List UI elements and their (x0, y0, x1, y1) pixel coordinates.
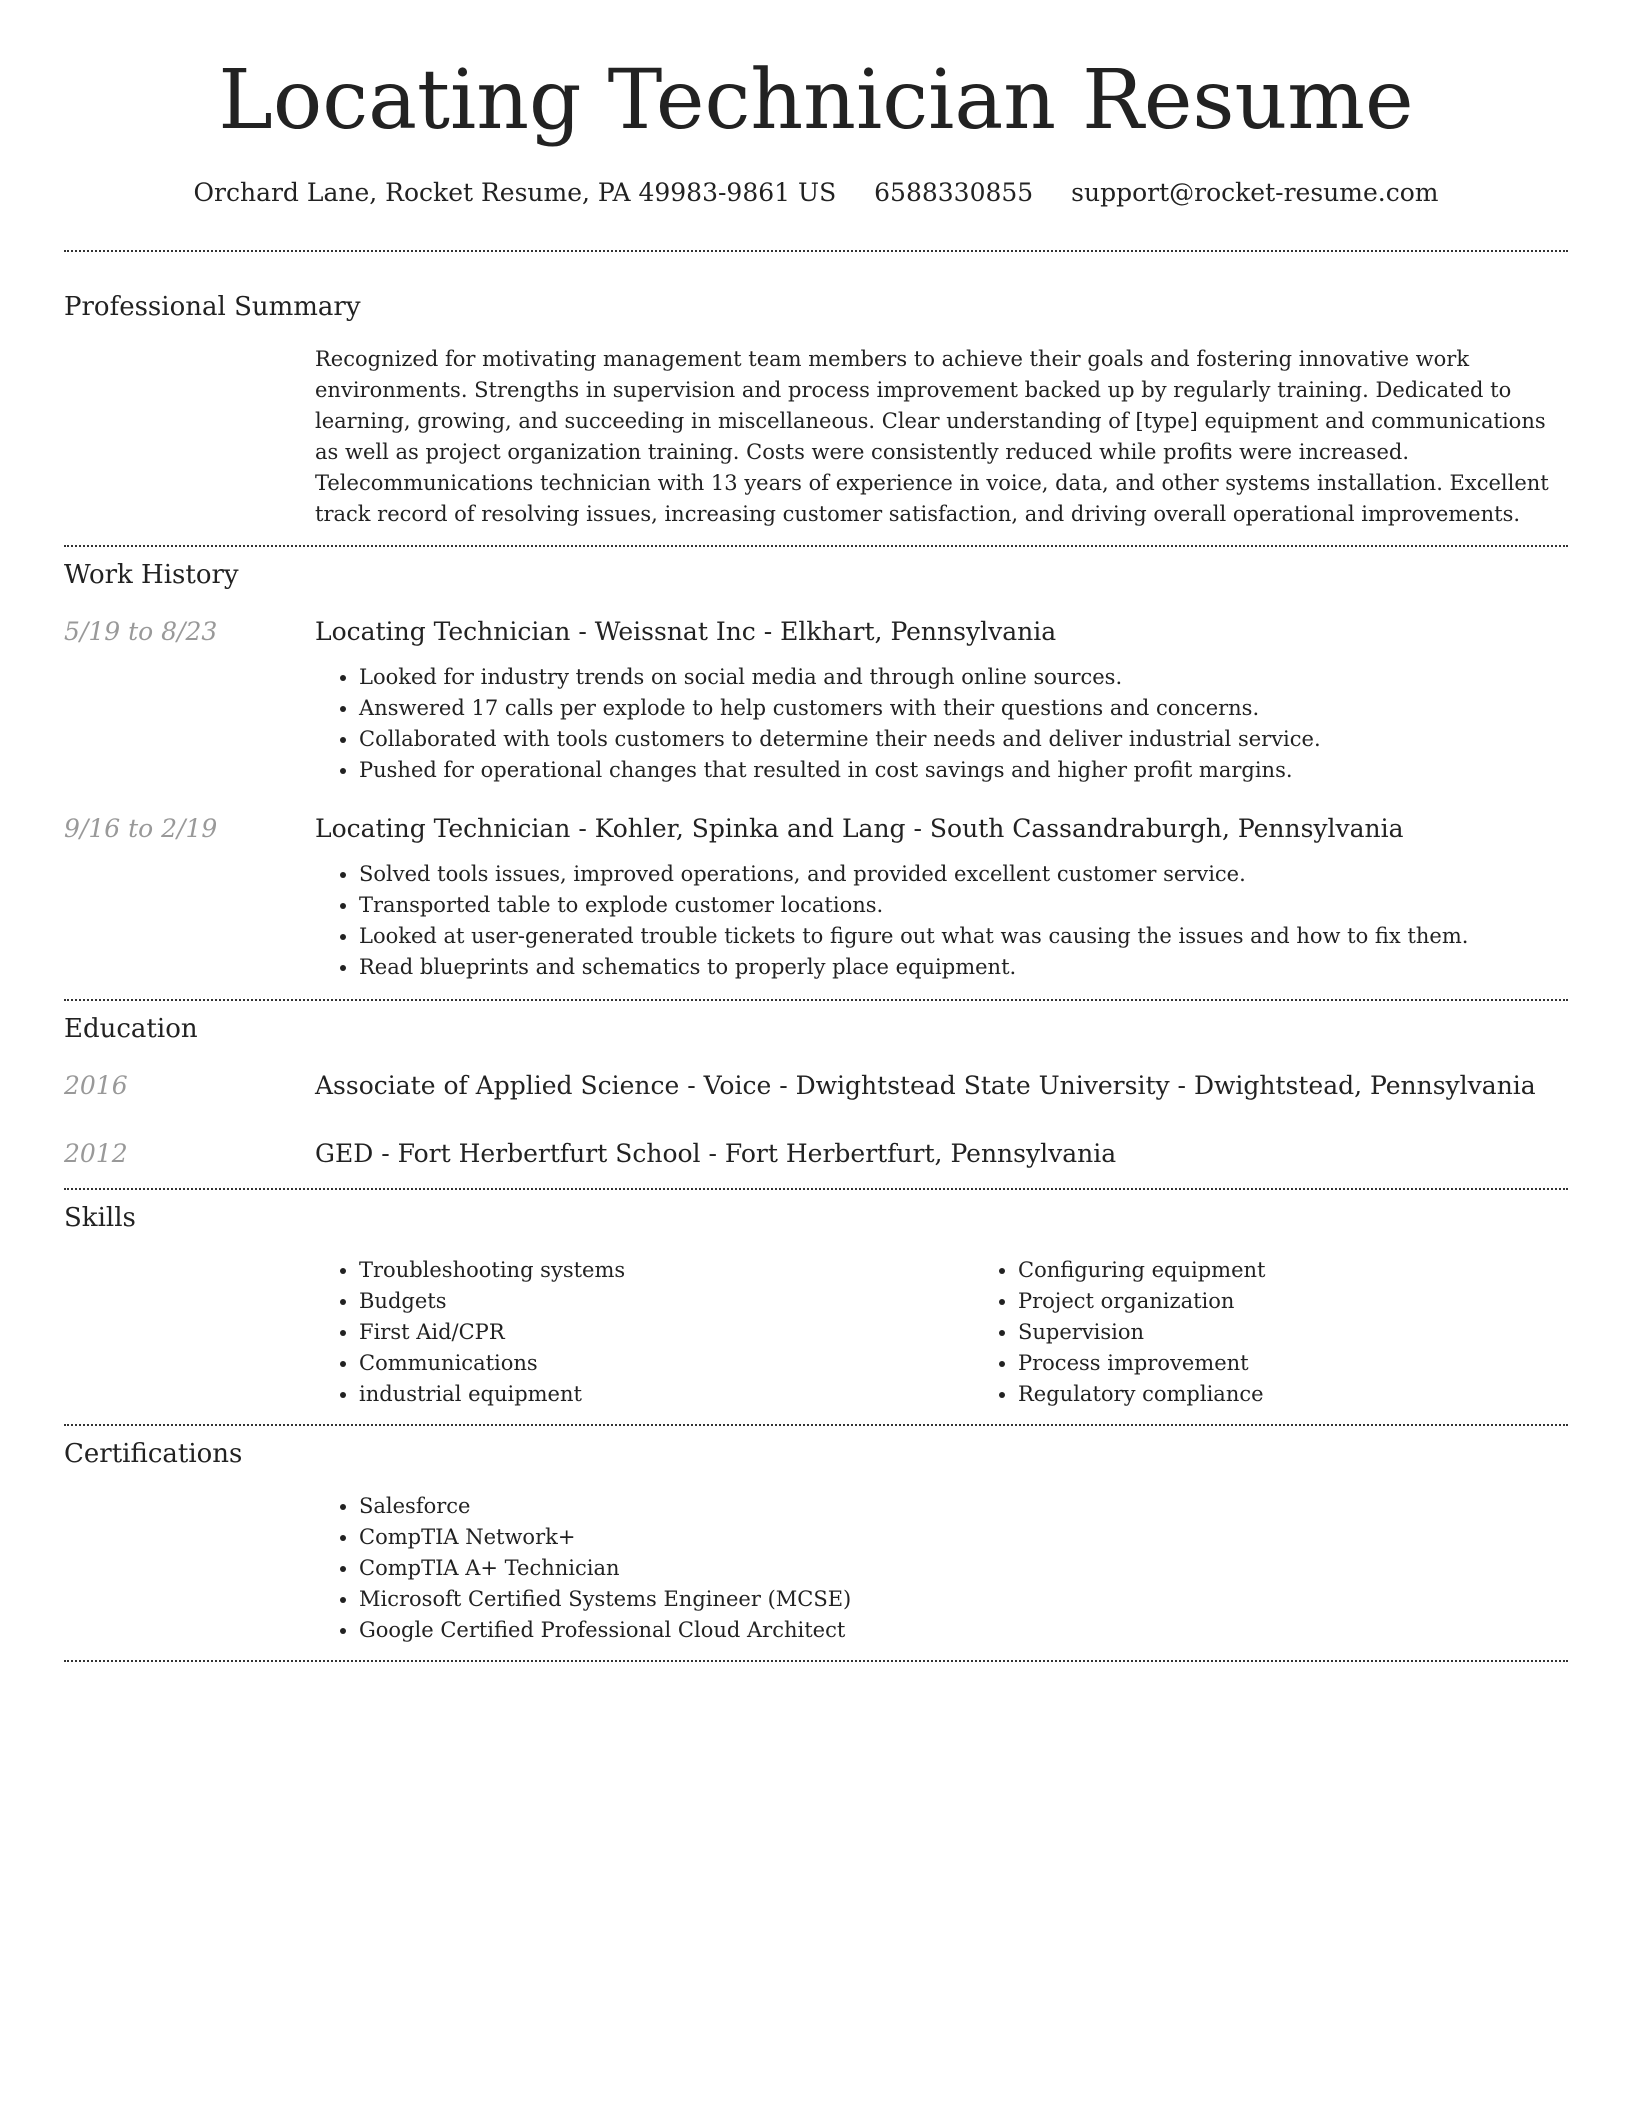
certification-item: • Salesforce (359, 1491, 1568, 1522)
education-year: 2016 (64, 1071, 128, 1100)
section-title-skills: Skills (64, 1203, 136, 1233)
job-entry (64, 812, 1568, 983)
job-bullet: • Read blueprints and schematics to properly place equipment. (359, 952, 1568, 983)
job-bullet: • Collaborated with tools customers to determine their needs and deliver industrial service. (359, 724, 1568, 755)
job-bullets (315, 662, 1568, 786)
job-bullets (315, 859, 1568, 983)
job-bullet: • Looked at user-generated trouble tickets to figure out what was causing the issues and how to fix them. (359, 921, 1568, 952)
skill-item: • Communications (359, 1348, 974, 1379)
skill-item: • Budgets (359, 1286, 974, 1317)
skill-item: • Regulatory compliance (1018, 1379, 1632, 1410)
skill-item: • First Aid/CPR (359, 1317, 974, 1348)
job-dates: 5/19 to 8/23 (64, 617, 218, 646)
resume-page (64, 0, 1568, 1662)
summary-row (64, 344, 1568, 530)
skill-item: • Configuring equipment (1018, 1255, 1632, 1286)
certifications-row (64, 1491, 1568, 1646)
certifications-list (315, 1491, 1568, 1646)
skill-item: • Project organization (1018, 1286, 1632, 1317)
skill-item: • Troubleshooting systems (359, 1255, 974, 1286)
skills-list-right (974, 1255, 1632, 1410)
education-heading: GED - Fort Herbertfurt School - Fort Herbertfurt, Pennsylvania (315, 1139, 1117, 1168)
skills-columns (315, 1255, 1568, 1410)
contact-address: Orchard Lane, Rocket Resume, PA 49983-9861 US (193, 178, 837, 207)
divider (64, 545, 1568, 547)
education-body (315, 1069, 1568, 1103)
section-title-summary: Professional Summary (64, 292, 361, 322)
education-body (315, 1137, 1568, 1171)
job-heading: Locating Technician - Weissnat Inc - Elkhart, Pennsylvania (315, 617, 1057, 646)
certification-item: • CompTIA Network+ (359, 1522, 1568, 1553)
section-title-education: Education (64, 1014, 198, 1044)
certification-item: • CompTIA A+ Technician (359, 1553, 1568, 1584)
job-body (315, 615, 1568, 786)
certifications-left-spacer (64, 1491, 315, 1646)
contact-phone: 6588330855 (874, 178, 1034, 207)
divider (64, 1424, 1568, 1426)
education-entry (64, 1137, 1568, 1171)
job-entry (64, 615, 1568, 786)
certification-item: • Microsoft Certified Systems Engineer (MCSE) (359, 1584, 1568, 1615)
job-body (315, 812, 1568, 983)
contact-email: support@rocket-resume.com (1071, 178, 1439, 207)
skills-left-spacer (64, 1255, 315, 1410)
summary-body (315, 344, 1568, 530)
section-title-certifications: Certifications (64, 1439, 243, 1469)
section-title-work: Work History (64, 560, 239, 590)
skills-list-left (315, 1255, 974, 1410)
job-bullet: • Answered 17 calls per explode to help customers with their questions and concerns. (359, 693, 1568, 724)
summary-text: Recognized for motivating management team members to achieve their goals and fostering innovative work environments. Strengths in supervision and process improvement backed up by regularly training. Dedicated to learning, growing, and succeeding in miscellaneous. Clear understanding of [type] equipment and communications as well as project organization training. Costs were consistently reduced while profits were increased. Telecommunications technician with 13 years of experience in voice, data, and other systems installation. Excellent track record of resolving issues, increasing customer satisfaction, and driving overall operational improvements. (315, 347, 1549, 526)
certification-item: • Google Certified Professional Cloud Architect (359, 1615, 1568, 1646)
summary-left-spacer (64, 344, 315, 530)
divider (64, 999, 1568, 1001)
divider (64, 1188, 1568, 1190)
certifications-body (315, 1491, 1568, 1646)
job-bullet: • Transported table to explode customer locations. (359, 890, 1568, 921)
job-bullet: • Looked for industry trends on social media and through online sources. (359, 662, 1568, 693)
job-bullet: • Pushed for operational changes that resulted in cost savings and higher profit margins. (359, 755, 1568, 786)
divider (64, 1660, 1568, 1662)
job-dates: 9/16 to 2/19 (64, 814, 218, 843)
divider (64, 250, 1568, 252)
education-year: 2012 (64, 1139, 128, 1168)
job-bullet: • Solved tools issues, improved operations, and provided excellent customer service. (359, 859, 1568, 890)
job-heading: Locating Technician - Kohler, Spinka and Lang - South Cassandraburgh, Pennsylvania (315, 814, 1404, 843)
skill-item: • industrial equipment (359, 1379, 974, 1410)
skills-row (64, 1255, 1568, 1410)
resume-title: Locating Technician Resume (218, 53, 1414, 148)
contact-line (64, 176, 1568, 210)
skill-item: • Supervision (1018, 1317, 1632, 1348)
education-heading: Associate of Applied Science - Voice - Dwightstead State University - Dwightstead, Pennsylvania (315, 1071, 1536, 1100)
education-entry (64, 1069, 1568, 1103)
skill-item: • Process improvement (1018, 1348, 1632, 1379)
